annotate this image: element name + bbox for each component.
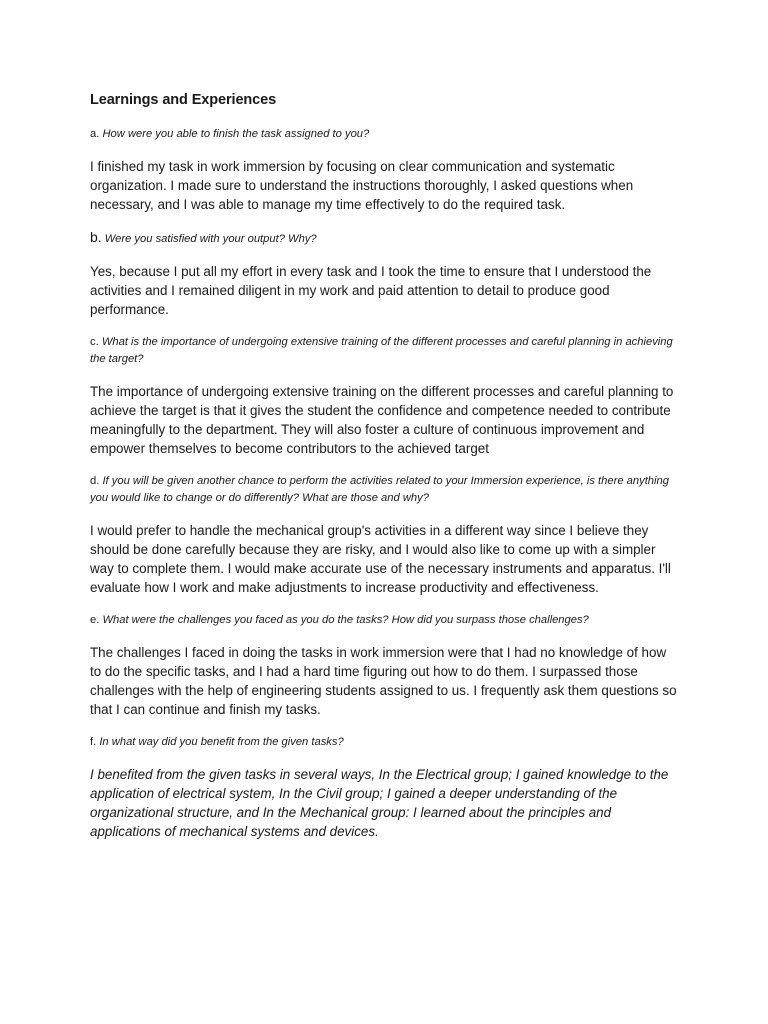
question-text: What is the importance of undergoing extensive training of the different processes and careful planning in achieving the target?: [90, 336, 673, 365]
document-title: Learnings and Experiences: [90, 92, 277, 108]
question-b: [90, 229, 680, 248]
question-d: [90, 473, 680, 507]
answer-c: The importance of undergoing extensive training on the different processes and careful planning to achieve the target is that it gives the student the confidence and competence needed to contribute meaningfully to the department. They will also foster a culture of continuous improvement and empower themselves to become contributors to the achieved target: [90, 384, 674, 456]
answer-f: I benefited from the given tasks in several ways, In the Electrical group; I gained knowledge to the application of electrical system, In the Civil group; I gained a deeper understanding of the organizational structure, and In the Mechanical group: I learned about the principles and applications of mechanical systems and devices.: [90, 767, 669, 839]
question-text: Were you satisfied with your output? Why?: [104, 233, 317, 245]
question-e: [90, 612, 680, 629]
question-letter: e.: [90, 614, 100, 626]
question-text: How were you able to finish the task assigned to you?: [102, 128, 370, 140]
question-text: In what way did you benefit from the given tasks?: [99, 736, 344, 748]
question-f: [90, 734, 680, 751]
question-text: What were the challenges you faced as you do the tasks? How did you surpass those challenges?: [102, 614, 589, 626]
question-letter: d.: [90, 475, 100, 487]
answer-b: Yes, because I put all my effort in every task and I took the time to ensure that I understood the activities and I remained diligent in my work and paid attention to detail to produce good performance.: [90, 264, 652, 317]
answer-a: I finished my task in work immersion by focusing on clear communication and systematic organization. I made sure to understand the instructions thoroughly, I asked questions when necessary, and I was able to manage my time effectively to do the required task.: [90, 159, 634, 212]
question-letter: c.: [90, 336, 99, 348]
question-text: If you will be given another chance to perform the activities related to your Immersion experience, is there anything you would like to change or do differently? What are those and why?: [90, 475, 669, 504]
question-c: [90, 334, 680, 368]
answer-d: I would prefer to handle the mechanical group's activities in a different way since I believe they should be done carefully because they are risky, and I would also like to come up with a simpler way to complete them. I would make accurate use of the necessary instruments and apparatus. I'll evaluate how I work and make adjustments to increase productivity and effectiveness.: [90, 523, 671, 595]
question-letter: b.: [90, 229, 102, 245]
question-a: [90, 126, 680, 143]
question-letter: f.: [90, 736, 97, 748]
answer-e: The challenges I faced in doing the tasks in work immersion were that I had no knowledge of how to do the specific tasks, and I had a hard time figuring out how to do them. I surpassed those challenges with the help of engineering students assigned to us. I frequently ask them questions so that I can continue and finish my tasks.: [90, 645, 677, 717]
question-letter: a.: [90, 128, 100, 140]
